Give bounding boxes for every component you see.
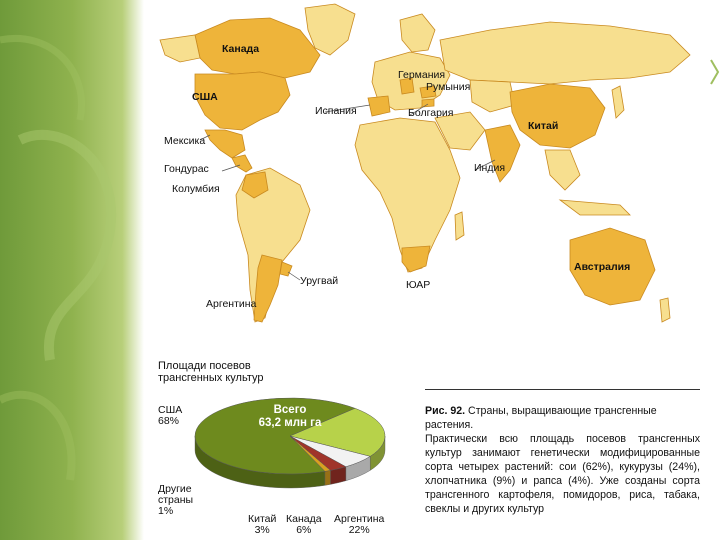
pie-label-china — [248, 514, 276, 536]
label-romania: Румыния — [426, 81, 471, 93]
decorative-swirl — [0, 0, 160, 540]
pie-total-label — [235, 404, 345, 430]
pie-label-usa-pct: 68% — [158, 415, 180, 427]
pie-label-other-line-2: страны — [158, 494, 194, 506]
caption-divider — [425, 389, 700, 390]
pie-label-canada-name: Канада — [286, 513, 322, 525]
pie-label-argentina-pct: 22% — [348, 524, 370, 536]
pie-label-usa — [158, 405, 182, 427]
label-mexico: Мексика — [164, 135, 206, 147]
world-map — [150, 0, 706, 345]
figure-body: Практически всю площадь посевов трансгенных культур занимают генетически модифицированные сорта четырех растений: сои (62%), кукурузы (24%), хлопчатника (9%) и рапса (4%). Уже созданы сорта трансгенного картофеля, помидоров, риса, табака, свеклы и других культур — [425, 433, 700, 515]
pie-label-canada — [286, 514, 322, 536]
pie-slice-side-4 — [325, 470, 330, 485]
label-argentina: Аргентина — [206, 298, 257, 310]
label-uruguay: Уругвай — [300, 275, 339, 287]
label-spain: Испания — [315, 105, 357, 117]
textbook-page — [150, 0, 706, 540]
label-germany: Германия — [398, 69, 446, 81]
pie-title-line-2: трансгенных культур — [158, 372, 264, 384]
pie-label-other-line-1: Другие — [158, 483, 192, 495]
pie-total-line-1: Всего — [273, 404, 307, 416]
pie-title-line-1: Площади посевов — [158, 360, 251, 372]
figure-title: Страны, выращивающие трансгенные растения. — [425, 405, 657, 431]
label-honduras: Гондурас — [164, 163, 209, 175]
label-south-africa: ЮАР — [406, 279, 431, 291]
label-china: Китай — [528, 120, 559, 132]
label-india: Индия — [474, 162, 506, 174]
label-canada: Канада — [222, 43, 260, 55]
pie-label-canada-pct: 6% — [296, 524, 312, 536]
pie-label-china-pct: 3% — [254, 524, 270, 536]
pie-label-other-pct: 1% — [158, 505, 174, 517]
pie-label-argentina-name: Аргентина — [334, 513, 385, 525]
label-australia: Австралия — [574, 261, 631, 273]
label-colombia: Колумбия — [172, 183, 220, 195]
pie-chart-title — [158, 360, 264, 384]
pie-label-argentina — [334, 514, 384, 536]
figure-number: Рис. 92. — [425, 405, 466, 417]
label-usa: США — [192, 91, 218, 103]
label-bulgaria: Болгария — [408, 107, 454, 119]
figure-caption — [425, 404, 700, 516]
pie-label-usa-name: США — [158, 404, 183, 416]
pie-label-other — [158, 484, 193, 517]
pie-total-line-2: 63,2 млн га — [258, 417, 322, 429]
right-border-decoration — [708, 0, 720, 540]
pie-label-china-name: Китай — [248, 513, 277, 525]
